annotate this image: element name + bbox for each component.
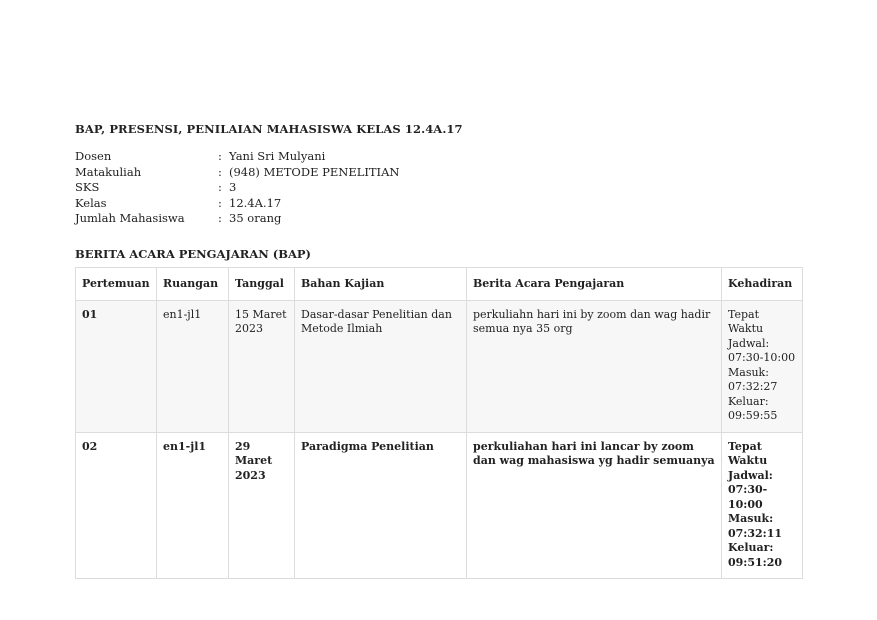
info-value: 12.4A.17: [229, 195, 282, 210]
document-title: BAP, PRESENSI, PENILAIAN MAHASISWA KELAS 12.4A.17: [75, 122, 463, 136]
cell-berita-acara: perkuliahn hari ini by zoom dan wag hadir semua nya 35 org: [467, 300, 722, 432]
kehadiran-keluar-value: 09:51:20: [728, 555, 783, 569]
info-value: (948) METODE PENELITIAN: [229, 164, 400, 179]
table-row: [76, 300, 803, 432]
kehadiran-status: Tepat Waktu: [728, 307, 764, 335]
kehadiran-masuk-value: 07:32:27: [728, 380, 778, 393]
info-value: 3: [229, 180, 237, 194]
info-row-dosen: [75, 149, 802, 165]
cell-ruangan: en1-jl1: [157, 432, 229, 579]
header-tanggal: Tanggal: [229, 267, 295, 300]
cell-berita-acara: perkuliahan hari ini lancar by zoom dan wag mahasiswa yg hadir semuanya: [467, 432, 722, 579]
kehadiran-keluar-label: Keluar:: [728, 394, 769, 408]
header-bahan-kajian: Bahan Kajian: [295, 267, 467, 300]
info-label: Kelas: [75, 195, 107, 210]
cell-tanggal: 15 Maret 2023: [229, 300, 295, 432]
cell-kehadiran: [722, 300, 803, 432]
header-ruangan: Ruangan: [157, 267, 229, 300]
cell-tanggal: 29 Maret 2023: [229, 432, 295, 579]
kehadiran-jadwal-value: 07:30-10:00: [728, 351, 796, 364]
kehadiran-jadwal-label: Jadwal:: [728, 468, 773, 482]
cell-pertemuan: 02: [76, 432, 157, 579]
info-colon: :: [218, 211, 222, 225]
cell-bahan-kajian: Dasar-dasar Penelitian dan Metode Ilmiah: [295, 300, 467, 432]
course-info: [75, 149, 802, 227]
info-row-matakuliah: [75, 165, 802, 181]
kehadiran-jadwal-value: 07:30-10:00: [728, 483, 768, 511]
info-value: Yani Sri Mulyani: [229, 149, 326, 163]
kehadiran-keluar-label: Keluar:: [728, 541, 774, 554]
kehadiran-jadwal-label: Jadwal:: [728, 336, 770, 350]
info-label: Jumlah Mahasiswa: [75, 211, 185, 225]
kehadiran-masuk-label: Masuk:: [728, 512, 774, 525]
table-header-row: [76, 267, 803, 300]
table-row: [76, 432, 803, 579]
header-kehadiran: Kehadiran: [722, 267, 803, 300]
info-label: SKS: [75, 180, 100, 194]
bap-table: [75, 267, 803, 580]
kehadiran-keluar-value: 09:59:55: [728, 409, 778, 422]
info-colon: :: [218, 149, 222, 163]
info-colon: :: [218, 195, 222, 210]
cell-kehadiran: [722, 432, 803, 579]
info-row-sks: [75, 180, 802, 196]
info-colon: :: [218, 164, 222, 179]
info-row-kelas: [75, 196, 802, 212]
kehadiran-status: Tepat Waktu: [728, 439, 768, 467]
info-colon: :: [218, 180, 222, 194]
kehadiran-masuk-label: Masuk:: [728, 365, 769, 379]
document-page: [75, 122, 802, 579]
info-row-jumlah-mahasiswa: [75, 211, 802, 227]
bap-section-title: BERITA ACARA PENGAJARAN (BAP): [75, 246, 311, 261]
header-pertemuan: Pertemuan: [76, 267, 157, 300]
kehadiran-masuk-value: 07:32:11: [728, 526, 783, 540]
cell-ruangan: en1-jl1: [157, 300, 229, 432]
cell-pertemuan: 01: [76, 300, 157, 432]
cell-bahan-kajian: Paradigma Penelitian: [295, 432, 467, 579]
info-label: Matakuliah: [75, 164, 142, 179]
header-berita-acara: Berita Acara Pengajaran: [467, 267, 722, 300]
info-label: Dosen: [75, 149, 112, 163]
info-value: 35 orang: [229, 211, 282, 225]
